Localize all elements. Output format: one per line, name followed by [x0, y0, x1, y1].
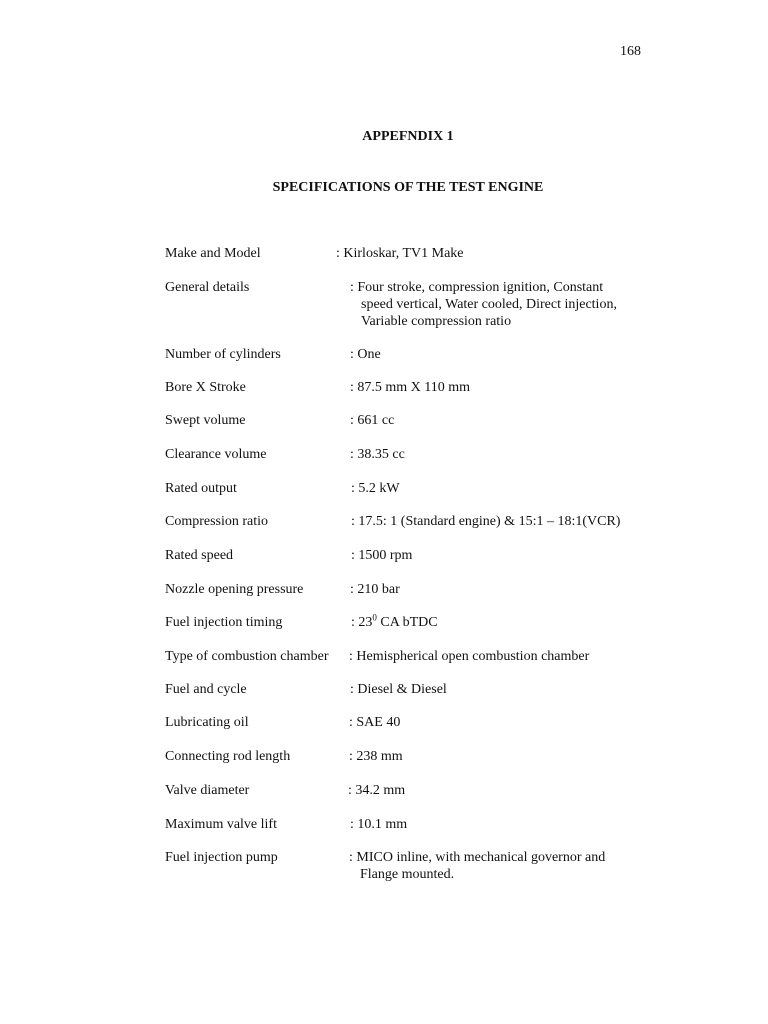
spec-value [350, 446, 640, 463]
timing-value: : 23 [351, 615, 373, 630]
spec-value [350, 379, 640, 396]
spec-label: Connecting rod length [165, 749, 291, 764]
spec-value [350, 279, 640, 330]
spec-label: Fuel injection timing [165, 615, 283, 630]
page-number: 168 [620, 44, 641, 59]
spec-label: Valve diameter [165, 783, 250, 798]
spec-value [350, 346, 640, 363]
spec-value [350, 412, 640, 429]
spec-value-line [351, 614, 641, 631]
spec-value-line: : Four stroke, compression ignition, Constant [350, 280, 604, 295]
spec-label: Rated output [165, 481, 237, 496]
timing-unit: CA bTDC [376, 615, 438, 630]
spec-label: General details [165, 280, 250, 295]
spec-value-line: : 1500 rpm [351, 548, 413, 563]
degree-superscript: 0 [372, 612, 377, 623]
spec-value-line: : 34.2 mm [348, 783, 406, 798]
spec-value [350, 681, 640, 698]
spec-label: Type of combustion chamber [165, 649, 329, 664]
spec-value-line: Variable compression ratio [361, 314, 512, 329]
spec-value-line: speed vertical, Water cooled, Direct injection, [361, 297, 617, 312]
spec-label: Lubricating oil [165, 715, 249, 730]
spec-label: Bore X Stroke [165, 380, 246, 395]
spec-label: Number of cylinders [165, 347, 281, 362]
spec-value-line: : 38.35 cc [350, 447, 405, 462]
spec-value-line: : One [350, 347, 381, 362]
spec-value-line: : SAE 40 [349, 715, 401, 730]
spec-value-line: : 87.5 mm X 110 mm [350, 380, 471, 395]
spec-label: Nozzle opening pressure [165, 582, 304, 597]
spec-value-line: Flange mounted. [360, 867, 455, 882]
spec-label: Fuel and cycle [165, 682, 247, 697]
spec-value-line: : Kirloskar, TV1 Make [336, 246, 464, 261]
spec-value [349, 648, 639, 665]
spec-value-line: : 238 mm [349, 749, 403, 764]
document-title: SPECIFICATIONS OF THE TEST ENGINE [272, 180, 544, 195]
spec-value-line: : Diesel & Diesel [350, 682, 447, 697]
spec-value-line: : Hemispherical open combustion chamber [349, 649, 590, 664]
spec-value [349, 714, 639, 731]
spec-value [351, 513, 641, 530]
spec-label: Clearance volume [165, 447, 267, 462]
spec-value-line: : 661 cc [350, 413, 395, 428]
spec-label: Make and Model [165, 246, 261, 261]
spec-value [351, 480, 641, 497]
spec-label: Rated speed [165, 548, 234, 563]
spec-value [349, 748, 639, 765]
spec-label: Compression ratio [165, 514, 269, 529]
spec-value [349, 849, 639, 883]
spec-label: Maximum valve lift [165, 817, 277, 832]
spec-value-line: : 10.1 mm [350, 817, 408, 832]
spec-label: Fuel injection pump [165, 850, 278, 865]
spec-value-line: : 210 bar [350, 582, 400, 597]
spec-value [348, 782, 638, 799]
spec-value [350, 816, 640, 833]
spec-value [336, 245, 626, 262]
spec-value-line: : 17.5: 1 (Standard engine) & 15:1 – 18:1(VCR) [351, 514, 621, 529]
spec-value-line: : MICO inline, with mechanical governor and [349, 850, 606, 865]
spec-value [351, 547, 641, 564]
spec-value [350, 581, 640, 598]
spec-value [351, 614, 641, 631]
spec-label: Swept volume [165, 413, 246, 428]
spec-value-line: : 5.2 kW [351, 481, 400, 496]
appendix-title: APPEFNDIX 1 [362, 129, 454, 144]
